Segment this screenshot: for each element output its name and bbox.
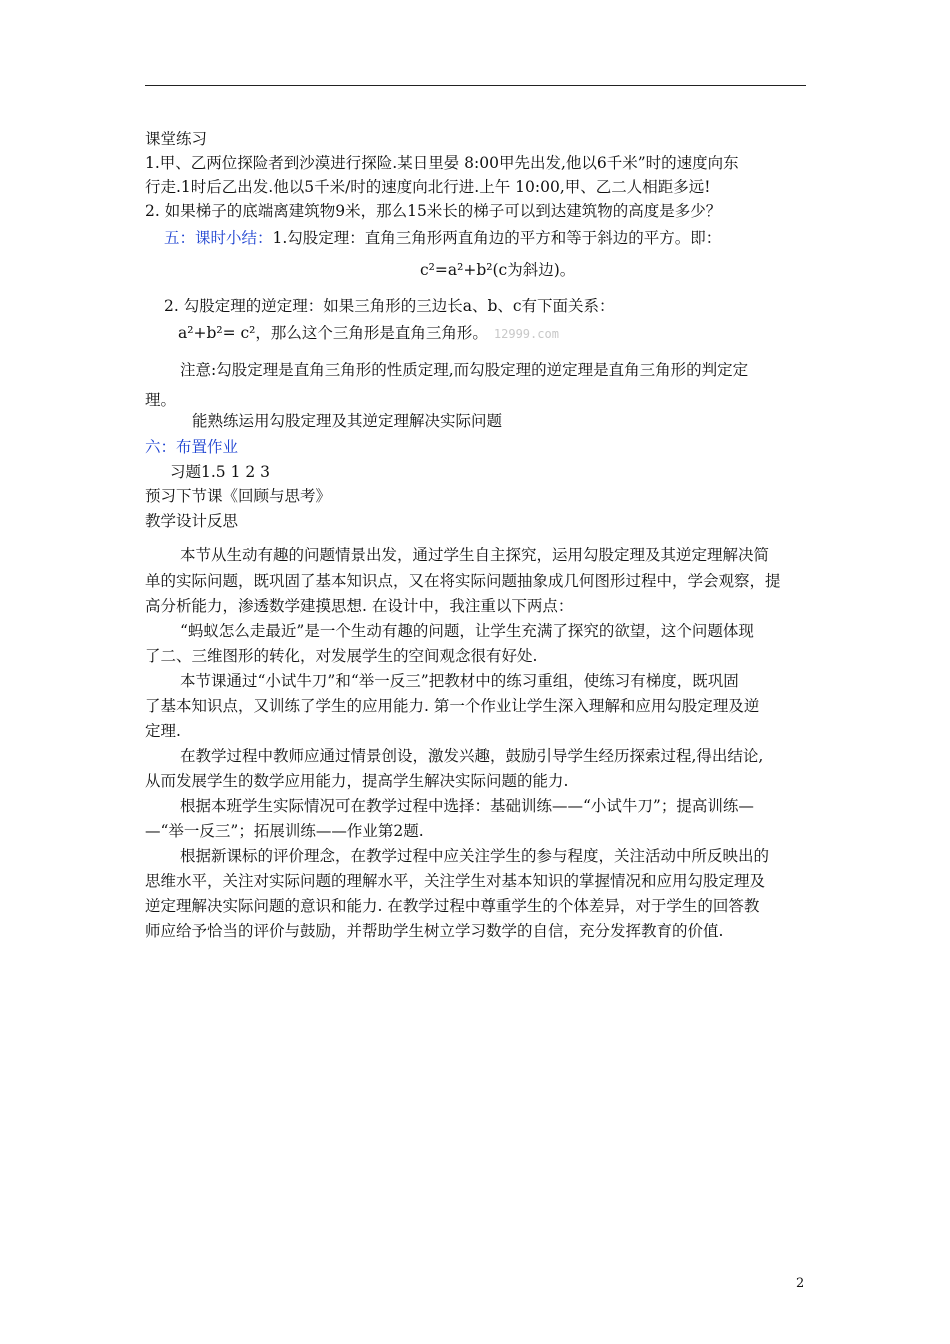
summary-label: 五：课时小结： <box>164 229 273 247</box>
paragraph-3-line-3: 定理. <box>145 722 181 740</box>
paragraph-5-line-1: 根据本班学生实际情况可在教学过程中选择：基础训练——“小试牛刀”；提高训练— <box>180 797 754 815</box>
question-1-line-2: 行走.1时后乙出发.他以5千米/时的速度向北行进.上午 10:00,甲、乙二人相距多远! <box>145 178 711 196</box>
summary-line-1 <box>164 228 721 248</box>
paragraph-2-line-2: 了二、三维图形的转化，对发展学生的空间观念很有好处. <box>145 647 538 665</box>
watermark: 12999.com <box>493 327 559 341</box>
paragraph-4-line-2: 从而发展学生的数学应用能力，提高学生解决实际问题的能力. <box>145 772 569 790</box>
paragraph-6-line-2: 思维水平，关注对实际问题的理解水平，关注学生对基本知识的掌握情况和应用勾股定理及 <box>145 872 766 890</box>
paragraph-4-line-1: 在教学过程中教师应通过情景创设，激发兴趣，鼓励引导学生经历探索过程,得出结论, <box>180 747 764 765</box>
paragraph-5-line-2: —“举一反三”；拓展训练——作业第2题. <box>145 822 424 840</box>
formula-2: a²+b²= c²，那么这个三角形是直角三角形。 <box>178 324 488 342</box>
formula-1: c²=a²+b²(c为斜边)。 <box>420 261 576 279</box>
heading-practice: 课堂练习 <box>145 130 208 148</box>
paragraph-6-line-1: 根据新课标的评价理念，在教学过程中应关注学生的参与程度，关注活动中所反映出的 <box>180 847 770 865</box>
summary-1-text: 1.勾股定理：直角三角形两直角边的平方和等于斜边的平方。即： <box>272 229 722 247</box>
reflection-title: 教学设计反思 <box>145 512 239 530</box>
question-1-line-1: 1.甲、乙两位探险者到沙漠进行探险.某日里晏 8:00甲先出发,他以6千米”时的速度向东 <box>145 154 739 172</box>
paragraph-1-line-2: 单的实际问题，既巩固了基本知识点，又在将实际问题抽象成几何图形过程中，学会观察，提 <box>145 572 781 590</box>
paragraph-1-line-1: 本节从生动有趣的问题情景出发，通过学生自主探究，运用勾股定理及其逆定理解决简 <box>180 546 770 564</box>
header-rule <box>145 85 806 86</box>
goal-line: 能熟练运用勾股定理及其逆定理解决实际问题 <box>192 412 503 430</box>
note-line-1: 注意:勾股定理是直角三角形的性质定理,而勾股定理的逆定理是直角三角形的判定定 <box>180 361 749 379</box>
exercise-line: 习题1.5 1 2 3 <box>170 463 271 481</box>
paragraph-1-line-3: 高分析能力，渗透数学建摸思想. 在设计中，我注重以下两点： <box>145 597 574 615</box>
paragraph-2-line-1: “蚂蚁怎么走最近”是一个生动有趣的问题，让学生充满了探究的欲望，这个问题体现 <box>180 622 754 640</box>
paragraph-3-line-1: 本节课通过“小试牛刀”和“举一反三”把教材中的练习重组，使练习有梯度，既巩固 <box>180 672 739 690</box>
paragraph-6-line-3: 逆定理解决实际问题的意识和能力. 在教学过程中尊重学生的个体差异，对于学生的回答教 <box>145 897 760 915</box>
formula-2-line <box>178 323 559 344</box>
paragraph-6-line-4: 师应给予恰当的评价与鼓励，并帮助学生树立学习数学的自信，充分发挥教育的价值. <box>145 922 724 940</box>
question-2: 2. 如果梯子的底端离建筑物9米，那么15米长的梯子可以到达建筑物的高度是多少？ <box>145 202 722 220</box>
homework-heading: 六：布置作业 <box>145 438 239 456</box>
preview-line: 预习下节课《回顾与思考》 <box>145 487 332 505</box>
page-number: 2 <box>796 1276 805 1291</box>
summary-line-2: 2. 勾股定理的逆定理：如果三角形的三边长a、b、c有下面关系： <box>164 297 615 315</box>
paragraph-3-line-2: 了基本知识点，又训练了学生的应用能力. 第一个作业让学生深入理解和应用勾股定理及逆 <box>145 697 760 715</box>
note-line-2: 理。 <box>145 391 177 409</box>
